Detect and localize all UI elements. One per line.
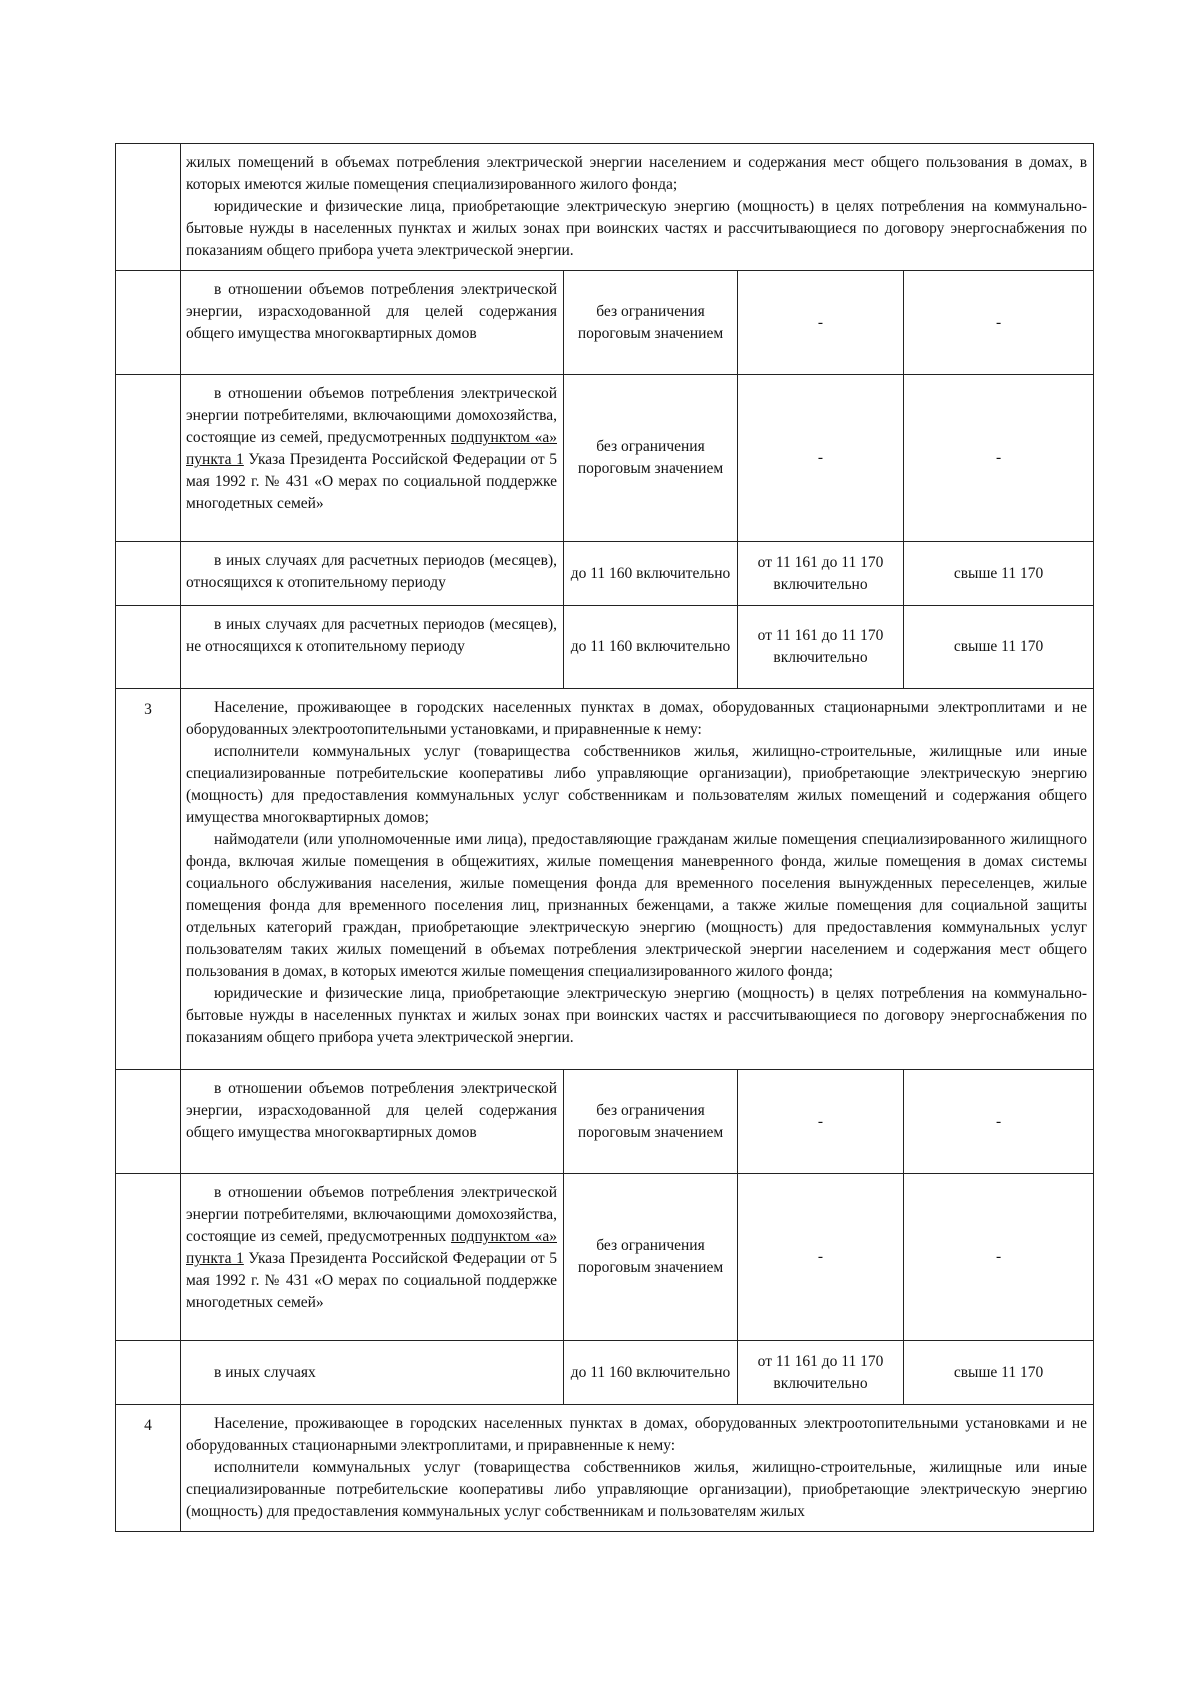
range-high-cell: свыше 11 170 <box>904 1341 1094 1405</box>
paragraph: исполнители коммунальных услуг (товарищества собственников жилья, жилищно-строительные, жилищные или иные специализированные потребительские кооперативы либо управляющие организации), приобретающие электрическую энергию (мощность) для предоставления коммунальных услуг собственникам и пользователям жилых помещений и содержания общего имущества многоквартирных домов; <box>186 743 1088 826</box>
range-mid-cell: - <box>738 375 904 542</box>
range-mid-cell: от 11 161 до 11 170 включительно <box>738 606 904 689</box>
sub-category-label: в отношении объемов потребления электрической энергии, израсходованной для целей содержания общего имущества многоквартирных домов <box>181 1070 564 1174</box>
sub-category-label: в иных случаях <box>181 1341 564 1405</box>
category-description <box>181 689 1094 1070</box>
row-number-cell: 4 <box>116 1405 181 1532</box>
range-low-cell: без ограничения пороговым значением <box>564 1070 738 1174</box>
empty-cell <box>116 542 181 606</box>
range-high-cell: - <box>904 375 1094 542</box>
table-row <box>116 689 1094 1070</box>
range-low-cell: до 11 160 включительно <box>564 542 738 606</box>
paragraph: исполнители коммунальных услуг (товарищества собственников жилья, жилищно-строительные, жилищные или иные специализированные потребительские кооперативы либо управляющие организации), приобретающие электрическую энергию (мощность) для предоставления коммунальных услуг собственникам и пользователям жилых <box>186 1459 1088 1520</box>
paragraph: юридические и физические лица, приобретающие электрическую энергию (мощность) в целях потребления на коммунально-бытовые нужды в населенных пунктах и жилых зонах при воинских частях и рассчитывающиеся по договору энергоснабжения по показаниям общего прибора учета электрической энергии. <box>186 985 1088 1046</box>
text-span: Указа Президента Российской Федерации от 5 мая 1992 г. № 431 «О мерах по социальной поддержке многодетных семей» <box>186 1250 557 1311</box>
range-high-cell: - <box>904 271 1094 375</box>
range-high-cell: - <box>904 1070 1094 1174</box>
sub-category-label <box>181 375 564 542</box>
sub-category-label <box>181 1174 564 1341</box>
table-row <box>116 542 1094 606</box>
range-low-cell: до 11 160 включительно <box>564 606 738 689</box>
decree-reference-link[interactable]: подпунктом «а» пункта 1 <box>186 429 557 468</box>
range-mid-cell: - <box>738 271 904 375</box>
range-low-cell: без ограничения пороговым значением <box>564 375 738 542</box>
paragraph: Население, проживающее в городских населенных пунктах в домах, оборудованных стационарными электроплитами и не оборудованных электроотопительными установками, и приравненные к нему: <box>186 699 1088 738</box>
table-row <box>116 1174 1094 1341</box>
empty-cell <box>116 271 181 375</box>
category-description <box>181 144 1094 271</box>
paragraph: юридические и физические лица, приобретающие электрическую энергию (мощность) в целях потребления на коммунально-бытовые нужды в населенных пунктах и жилых зонах при воинских частях и рассчитывающиеся по договору энергоснабжения по показаниям общего прибора учета электрической энергии. <box>186 198 1088 259</box>
table-row <box>116 1341 1094 1405</box>
table-row <box>116 606 1094 689</box>
range-high-cell: свыше 11 170 <box>904 606 1094 689</box>
table-row <box>116 1070 1094 1174</box>
sub-category-label: в иных случаях для расчетных периодов (месяцев), не относящихся к отопительному периоду <box>181 606 564 689</box>
paragraph: Население, проживающее в городских населенных пунктах в домах, оборудованных электроотопительными установками и не оборудованных стационарными электроплитами, и приравненные к нему: <box>186 1415 1088 1454</box>
empty-cell <box>116 1070 181 1174</box>
row-number-cell: 3 <box>116 689 181 1070</box>
range-mid-cell: от 11 161 до 11 170 включительно <box>738 542 904 606</box>
range-low-cell: без ограничения пороговым значением <box>564 1174 738 1341</box>
paragraph: жилых помещений в объемах потребления электрической энергии населением и содержания мест общего пользования в домах, в которых имеются жилые помещения специализированного жилого фонда; <box>186 154 1088 193</box>
tariff-table <box>115 143 1094 1532</box>
table-row <box>116 1405 1094 1532</box>
row-number-cell <box>116 144 181 271</box>
empty-cell <box>116 606 181 689</box>
table-row <box>116 375 1094 542</box>
sub-category-label: в иных случаях для расчетных периодов (месяцев), относящихся к отопительному периоду <box>181 542 564 606</box>
decree-reference-link[interactable]: подпунктом «а» пункта 1 <box>186 1228 557 1267</box>
range-mid-cell: от 11 161 до 11 170 включительно <box>738 1341 904 1405</box>
range-low-cell: без ограничения пороговым значением <box>564 271 738 375</box>
range-mid-cell: - <box>738 1070 904 1174</box>
category-description <box>181 1405 1094 1532</box>
empty-cell <box>116 1174 181 1341</box>
empty-cell <box>116 1341 181 1405</box>
table-row <box>116 144 1094 271</box>
paragraph: наймодатели (или уполномоченные ими лица), предоставляющие гражданам жилые помещения специализированного жилищного фонда, включая жилые помещения в общежитиях, жилые помещения маневренного фонда, жилые помещения в домах системы социального обслуживания населения, жилые помещения фонда для временного поселения вынужденных переселенцев, жилые помещения фонда для временного поселения лиц, признанных беженцами, а также жилые помещения для социальной защиты отдельных категорий граждан, приобретающие электрическую энергию (мощность) для предоставления коммунальных услуг пользователям таких жилых помещений в объемах потребления электрической энергии населением и содержания мест общего пользования в домах, в которых имеются жилые помещения специализированного жилого фонда; <box>186 831 1088 980</box>
text-span: в отношении объемов потребления электрической энергии потребителями, включающими домохозяйства, состоящие из семей, предусмотренных <box>186 385 557 446</box>
text-span: Указа Президента Российской Федерации от 5 мая 1992 г. № 431 «О мерах по социальной поддержке многодетных семей» <box>186 451 557 512</box>
range-low-cell: до 11 160 включительно <box>564 1341 738 1405</box>
table-row <box>116 271 1094 375</box>
empty-cell <box>116 375 181 542</box>
text-span: в отношении объемов потребления электрической энергии потребителями, включающими домохозяйства, состоящие из семей, предусмотренных <box>186 1184 557 1245</box>
range-high-cell: - <box>904 1174 1094 1341</box>
range-high-cell: свыше 11 170 <box>904 542 1094 606</box>
sub-category-label: в отношении объемов потребления электрической энергии, израсходованной для целей содержания общего имущества многоквартирных домов <box>181 271 564 375</box>
range-mid-cell: - <box>738 1174 904 1341</box>
